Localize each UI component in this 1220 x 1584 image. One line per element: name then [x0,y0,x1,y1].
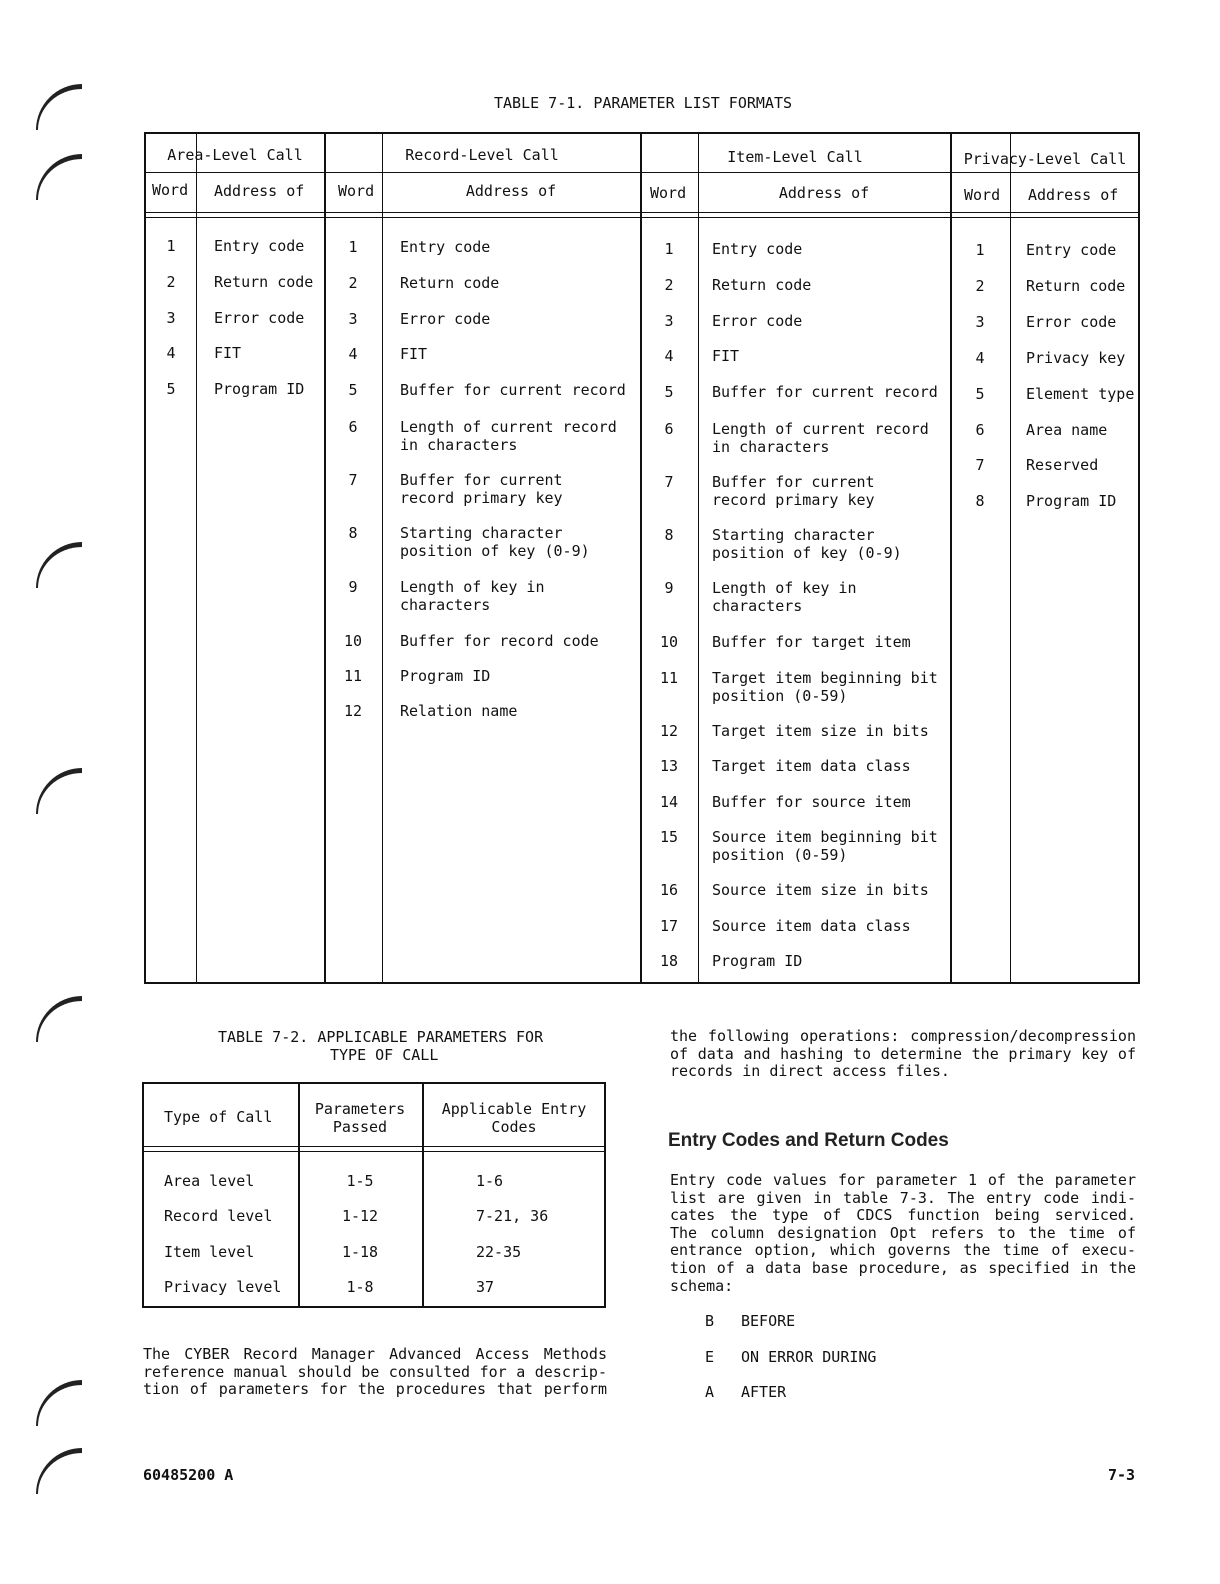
word-number: 6 [664,420,674,438]
option-code: E [705,1348,715,1366]
column-divider [382,134,383,982]
address-cell: Reserved [1026,456,1099,474]
call-type-cell: Item level [164,1243,255,1261]
address-cell: FIT [214,344,242,362]
address-cell: Source item data class [712,917,911,935]
word-number: 4 [348,345,358,363]
word-number: 5 [975,385,985,403]
address-cell: Area name [1026,421,1108,439]
paragraph-line: records in direct access files. [670,1062,950,1081]
binder-hole [36,1380,82,1426]
address-header: Address of [465,182,557,200]
paragraph-line: tion of parameters for the procedures that perform [143,1380,607,1399]
address-cell: Program ID [1026,492,1117,510]
word-number: 9 [664,579,674,597]
address-cell: Starting character position of key (0-9) [400,524,590,560]
word-number: 4 [166,344,176,362]
group-label-record: Record-Level Call [405,146,559,164]
address-cell: Entry code [1026,241,1117,259]
header-divider [146,172,1138,173]
call-type-cell: Area level [164,1172,255,1190]
word-number: 10 [659,633,679,651]
address-cell: Return code [400,274,500,292]
address-cell: FIT [712,347,740,365]
binder-hole [36,768,82,814]
word-number: 10 [343,632,363,650]
address-cell: Buffer for current record primary key [400,471,563,507]
word-header: Word [650,184,687,202]
word-number: 3 [166,309,176,327]
params-cell: 1-18 [341,1243,379,1261]
column-divider [196,134,197,982]
paragraph-line: cates the type of CDCS function being serviced. [670,1206,1136,1225]
address-cell: Error code [214,309,305,327]
address-cell: Error code [1026,313,1117,331]
word-number: 14 [659,793,679,811]
call-type-cell: Record level [164,1207,273,1225]
word-header: Word [964,186,1001,204]
address-cell: Length of key in characters [712,579,857,615]
address-header: Address of [214,182,305,200]
word-number: 5 [348,381,358,399]
address-cell: Target item data class [712,757,911,775]
word-number: 12 [343,702,363,720]
word-number: 12 [659,722,679,740]
codes-cell: 1-6 [476,1172,504,1190]
word-number: 6 [975,421,985,439]
word-number: 1 [166,237,176,255]
params-cell: 1-8 [346,1278,374,1296]
word-number: 6 [348,418,358,436]
option-meaning: AFTER [741,1383,787,1401]
applicable-parameters-table [142,1082,606,1308]
binder-hole [36,1448,82,1494]
word-number: 5 [166,380,176,398]
address-cell: Return code [214,273,314,291]
params-cell: 1-5 [346,1172,374,1190]
address-cell: Error code [400,310,491,328]
header-parameters-passed: Parameters Passed [314,1100,406,1136]
address-cell: Entry code [214,237,305,255]
word-number: 15 [659,828,679,846]
word-header: Word [338,182,375,200]
word-number: 3 [664,312,674,330]
address-cell: Length of current record in characters [712,420,929,456]
word-number: 2 [975,277,985,295]
word-number: 4 [975,349,985,367]
address-cell: Target item beginning bit position (0-59) [712,669,938,705]
page-number: 7-3 [1108,1466,1136,1484]
paragraph-line: list are given in table 7-3. The entry code indi- [670,1188,1136,1207]
address-header: Address of [778,184,870,202]
word-number: 1 [975,241,985,259]
address-cell: Buffer for current record [400,381,626,399]
binder-hole [36,996,82,1042]
codes-cell: 7-21, 36 [476,1207,549,1225]
address-cell: Length of key in characters [400,578,545,614]
paragraph-line: The CYBER Record Manager Advanced Access Methods [143,1345,607,1363]
address-cell: Return code [712,276,812,294]
option-code: A [705,1383,715,1401]
address-cell: Target item size in bits [712,722,929,740]
header-divider [144,1146,604,1147]
paragraph-line: reference manual should be consulted for a descrip- [143,1362,607,1381]
word-number: 1 [348,238,358,256]
paragraph-line: schema: [670,1276,734,1295]
group-label-area: Area-Level Call [167,146,303,164]
address-cell: Source item beginning bit position (0-59) [712,828,938,864]
address-cell: Buffer for source item [712,793,911,811]
option-code: B [705,1312,715,1330]
parameter-list-formats-table [144,132,1140,984]
address-cell: Program ID [214,380,305,398]
column-divider [324,134,326,982]
word-number: 5 [664,383,674,401]
address-header: Address of [1028,186,1119,204]
column-divider [950,134,952,982]
word-number: 2 [664,276,674,294]
address-cell: Buffer for current record [712,383,938,401]
word-number: 8 [975,492,985,510]
word-number: 3 [348,310,358,328]
address-cell: Buffer for record code [400,632,599,650]
table-7-2-title-line1: TABLE 7-2. APPLICABLE PARAMETERS FOR [218,1028,544,1046]
operations-paragraph [670,1028,1136,1081]
word-number: 11 [343,667,363,685]
address-cell: Buffer for target item [712,633,911,651]
section-heading: Entry Codes and Return Codes [668,1130,949,1151]
address-cell: Program ID [712,952,803,970]
address-cell: Relation name [400,702,518,720]
address-cell: Buffer for current record primary key [712,473,875,509]
word-number: 2 [348,274,358,292]
word-number: 16 [659,881,679,899]
word-number: 7 [348,471,358,489]
paragraph-line: Entry code values for parameter 1 of the parameter [670,1171,1136,1189]
address-cell: Return code [1026,277,1126,295]
word-number: 13 [659,757,679,775]
params-cell: 1-12 [341,1207,379,1225]
binder-hole [36,542,82,588]
address-cell: Entry code [712,240,803,258]
paragraph-line: tion of a data base procedure, as specified in the [670,1258,1136,1277]
paragraph-line: of data and hashing to determine the primary key of [670,1044,1136,1063]
codes-cell: 22-35 [476,1243,522,1261]
call-type-cell: Privacy level [164,1278,282,1296]
column-divider [698,134,699,982]
option-meaning: BEFORE [741,1312,796,1330]
word-number: 17 [659,917,679,935]
address-cell: Source item size in bits [712,881,929,899]
address-cell: Privacy key [1026,349,1126,367]
word-number: 7 [664,473,674,491]
word-number: 4 [664,347,674,365]
address-cell: Element type [1026,385,1135,403]
header-applicable-entry-codes: Applicable Entry Codes [441,1100,587,1136]
header-divider [146,212,1138,213]
cyber-reference-paragraph [143,1346,607,1399]
word-number: 9 [348,578,358,596]
address-cell: Entry code [400,238,491,256]
address-cell: Error code [712,312,803,330]
paragraph-line: entrance option, which governs the time of execu- [670,1241,1136,1260]
word-header: Word [152,181,189,199]
word-number: 7 [975,456,985,474]
header-divider [146,217,1138,218]
word-number: 2 [166,273,176,291]
group-label-item: Item-Level Call [727,148,863,166]
word-number: 1 [664,240,674,258]
document-number: 60485200 A [143,1466,234,1484]
header-type-of-call: Type of Call [164,1108,273,1126]
codes-cell: 37 [476,1278,495,1296]
column-divider [1010,134,1011,982]
option-meaning: ON ERROR DURING [741,1348,877,1366]
binder-hole [36,154,82,200]
header-divider [144,1151,604,1152]
word-number: 8 [664,526,674,544]
word-number: 3 [975,313,985,331]
address-cell: FIT [400,345,428,363]
word-number: 8 [348,524,358,542]
paragraph-line: The column designation Opt refers to the time of [670,1223,1136,1242]
word-number: 11 [659,669,679,687]
table-7-2-title-line2: TYPE OF CALL [330,1046,439,1064]
paragraph-line: the following operations: compression/decompression [670,1027,1136,1045]
address-cell: Program ID [400,667,491,685]
address-cell: Starting character position of key (0-9) [712,526,902,562]
table-7-1-title: TABLE 7-1. PARAMETER LIST FORMATS [493,94,792,112]
column-divider [640,134,642,982]
address-cell: Length of current record in characters [400,418,617,454]
group-label-privacy: Privacy-Level Call [963,150,1127,168]
word-number: 18 [659,952,679,970]
entry-codes-paragraph [670,1172,1136,1295]
